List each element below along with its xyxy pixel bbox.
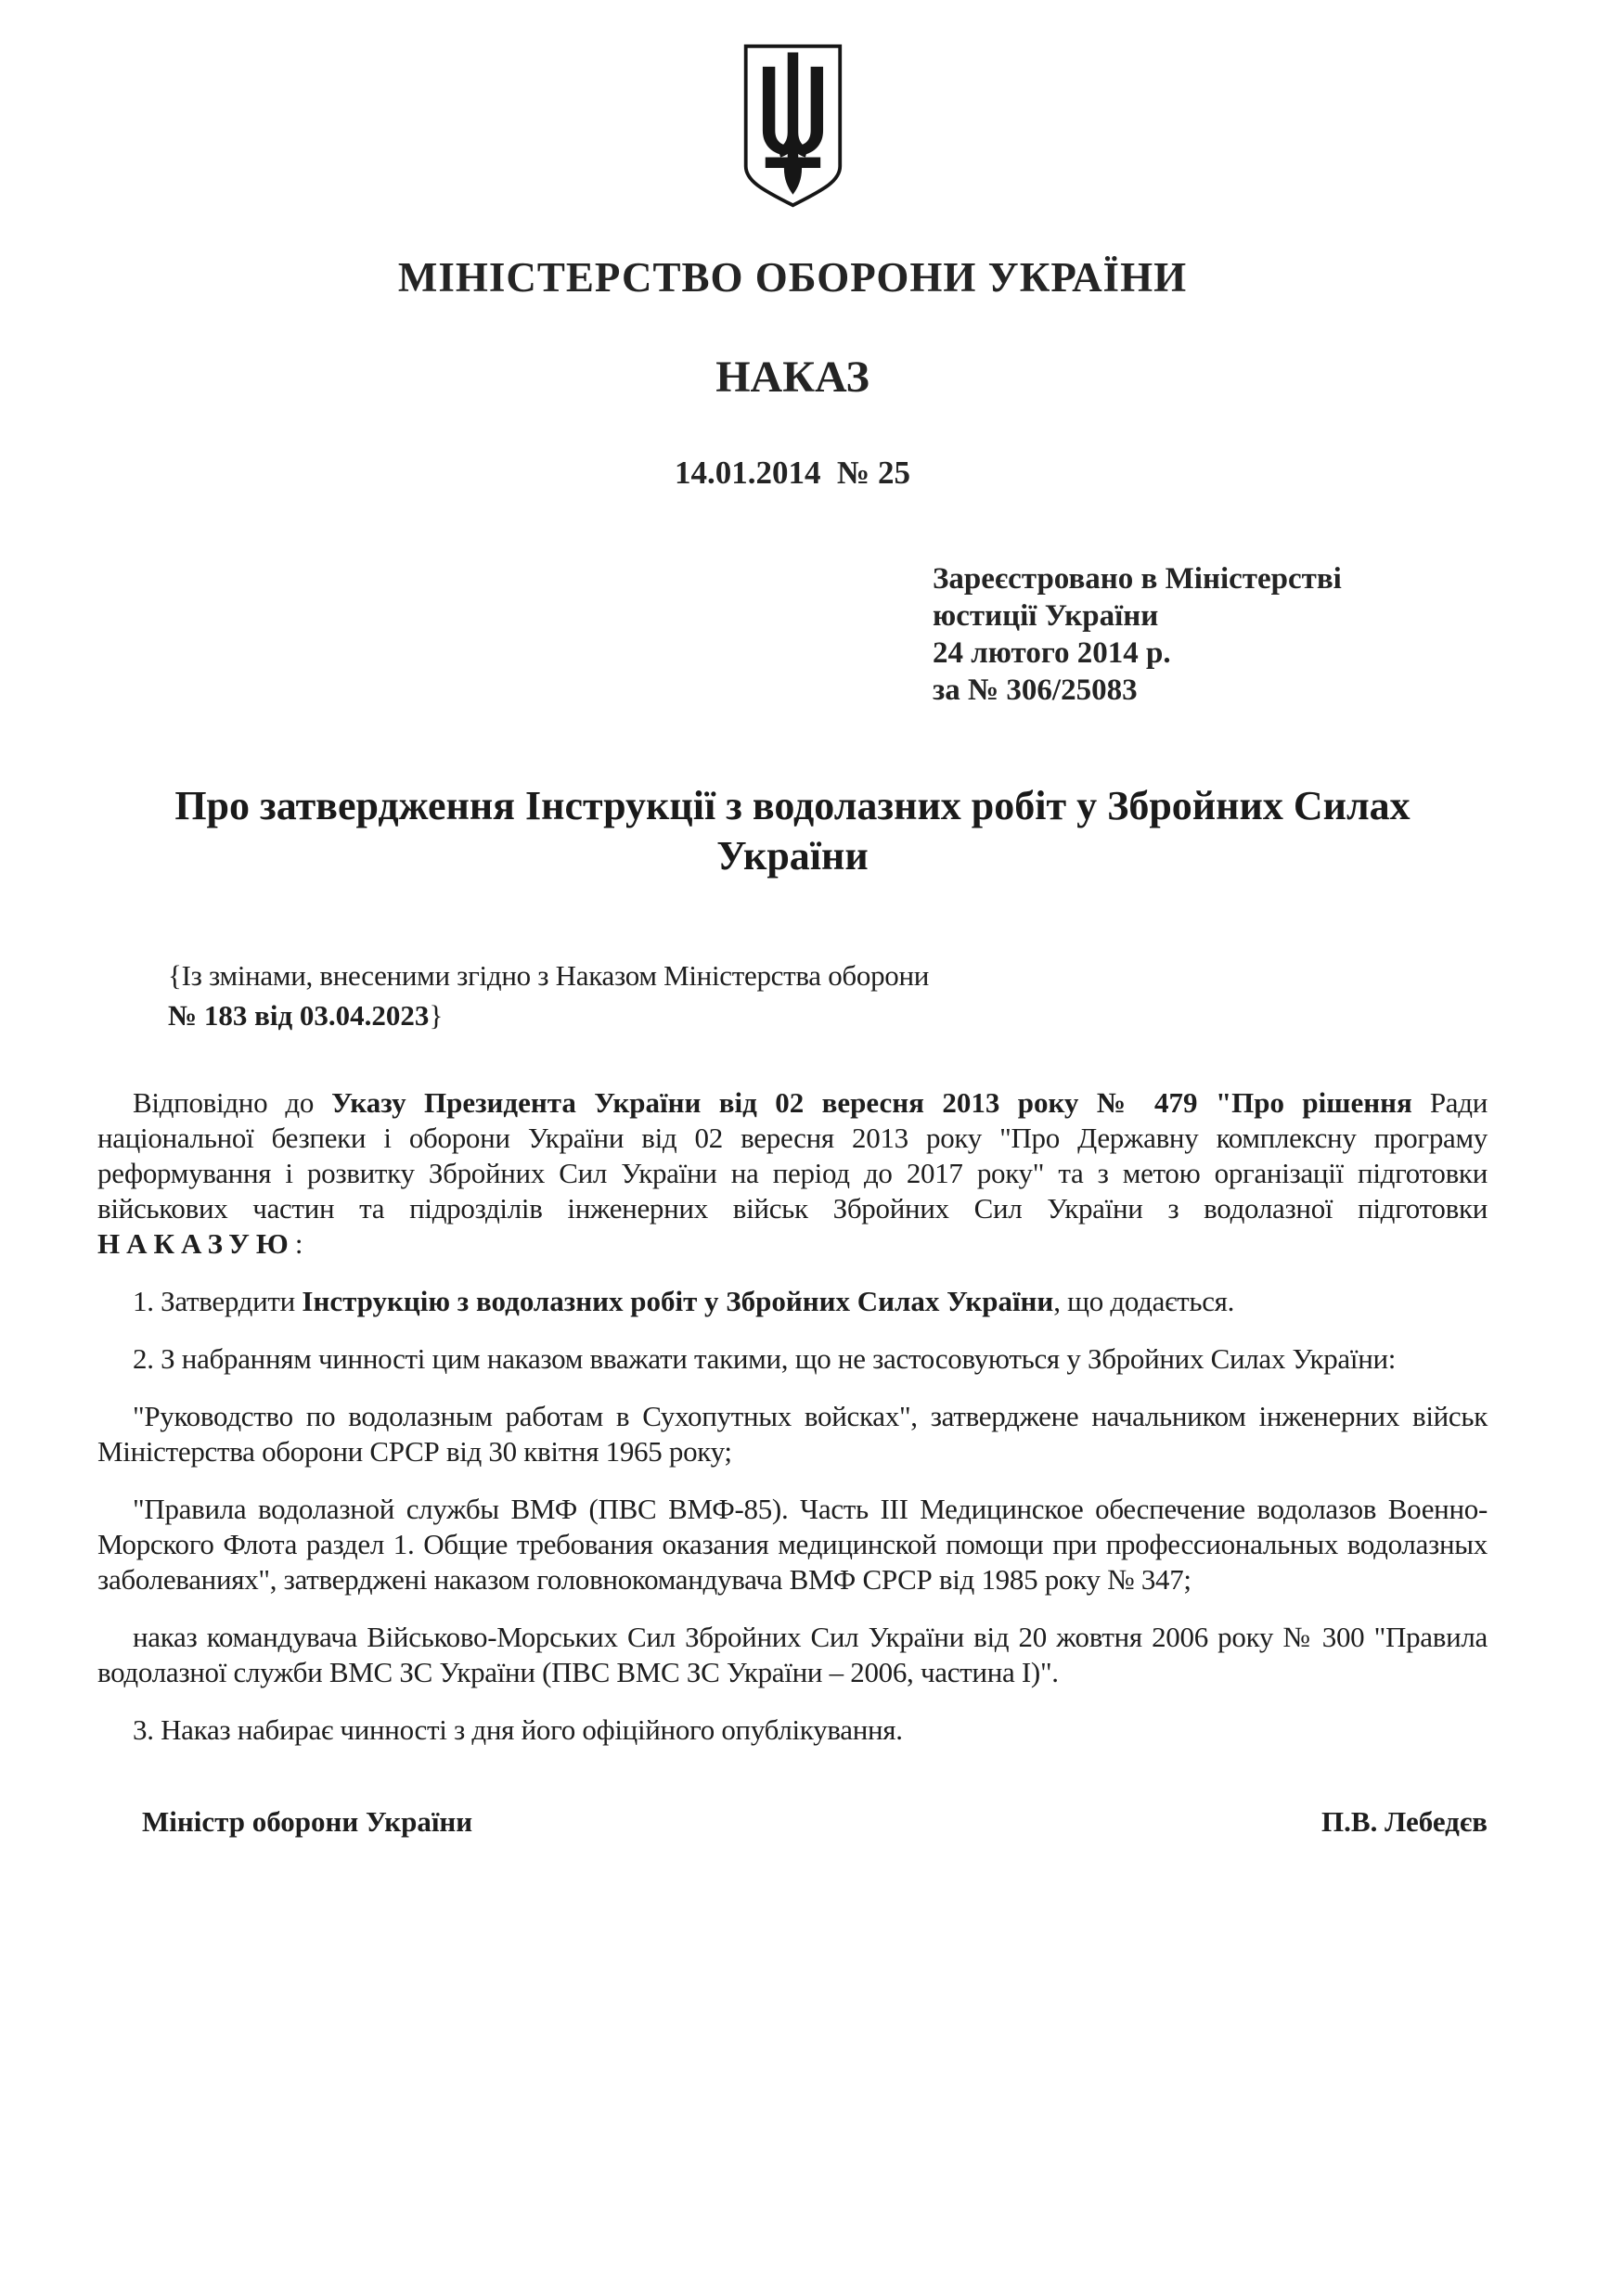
document-link[interactable]: № 183 від 03.04.2023 [168, 999, 430, 1032]
text-segment: 3. Наказ набирає чинності з дня його офіційного опублікування. [133, 1713, 903, 1746]
text-segment: "Правила водолазной службы ВМФ (ПВС ВМФ-85). Часть III Медицинское обеспечение водолазов Военно-Морского Флота раздел 1. Общие требования оказания медицинской помощи при профессиональных водолазных заболеваниях", затверджені наказом головнокомандувача ВМФ СРСР від 1985 року № 347; [97, 1493, 1488, 1596]
document-type-heading: НАКАЗ [715, 353, 869, 402]
paragraph [97, 1085, 1488, 1262]
amendment-note [168, 956, 1488, 1035]
signer-name: П.В. Лебедєв [1321, 1805, 1488, 1838]
date-and-number-line: 14.01.2014 № 25 [675, 455, 910, 491]
registration-line: за № 306/25083 [933, 673, 1138, 707]
paragraph [97, 1620, 1488, 1690]
ministry-name: МІНІСТЕРСТВО ОБОРОНИ УКРАЇНИ [397, 254, 1188, 301]
document-link[interactable]: Указу Президента України від 02 вересня 2013 року № 479 "Про рішення [331, 1086, 1412, 1119]
paragraph [97, 1341, 1488, 1377]
text-segment: } [429, 999, 444, 1032]
signature-block [97, 1805, 1488, 1839]
text-segment: Ради національної безпеки і оборони України від 02 вересня 2013 року "Про Державну комплексну програму реформування і розвитку Збройних Сил України на період до 2017 року" та з метою організації підготовки військових частин та підрозділів інженерних військ Збройних Сил України з водолазної підготовки [97, 1086, 1488, 1225]
text-segment: Відповідно до [133, 1086, 332, 1119]
text-segment: {Із змінами, внесеними згідно з Наказом Міністерства оборони [168, 959, 930, 992]
registration-line: Зареєстровано в Міністерстві [933, 562, 1342, 596]
paragraph [97, 1284, 1488, 1319]
signer-role: Міністр оборони України [142, 1805, 473, 1838]
document-title: Про затвердження Інструкції з водолазних робіт у Збройних Силах України [174, 783, 1410, 879]
text-segment: 2. З набранням чинності цим наказом вважати такими, що не застосовуються у Збройних Силах України: [133, 1342, 1397, 1375]
paragraph [97, 1712, 1488, 1748]
body-paragraphs [97, 956, 1488, 1748]
registration-line: юстиції України [933, 599, 1159, 633]
document-link[interactable]: Інструкцію з водолазних робіт у Збройних Силах України [302, 1285, 1054, 1317]
paragraph [97, 1492, 1488, 1597]
ukraine-trident-icon [740, 42, 846, 211]
text-segment: 1. Затвердити [133, 1285, 303, 1317]
text-segment: , що додається. [1053, 1285, 1235, 1317]
text-segment: "Руководство по водолазным работам в Сухопутных войсках", затверджене начальником інженерних військ Міністерства оборони СРСР від 30 квітня 1965 року; [97, 1400, 1488, 1468]
order-verb: НАКАЗУЮ [97, 1227, 295, 1260]
text-segment: наказ командувача Військово-Морських Сил Збройних Сил України від 20 жовтня 2006 року № 300 "Правила водолазної служби ВМС ЗС України (ПВС ВМС ЗС України – 2006, частина І)". [97, 1621, 1488, 1688]
text-segment: : [294, 1227, 303, 1260]
coat-of-arms [97, 42, 1488, 211]
registration-block [933, 560, 1488, 709]
paragraph [97, 1399, 1488, 1469]
registration-line: 24 лютого 2014 р. [933, 636, 1171, 670]
